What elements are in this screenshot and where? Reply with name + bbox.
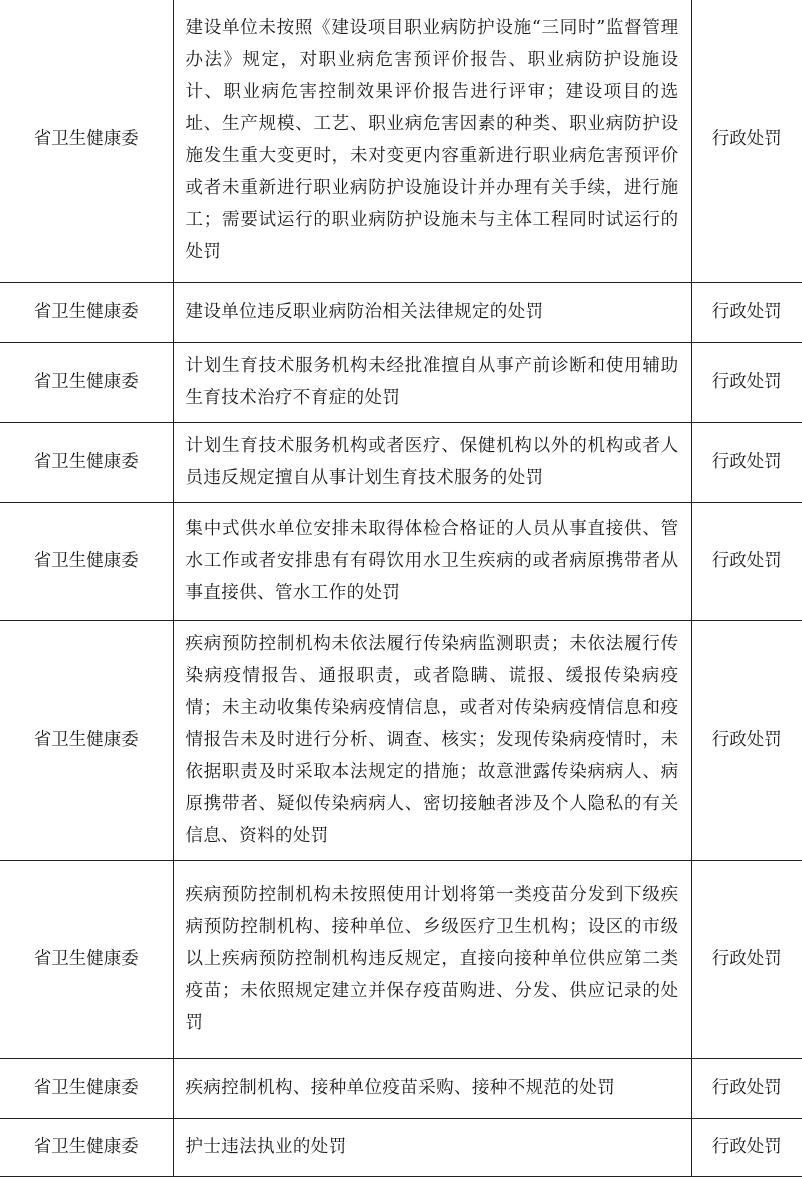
department-cell: 省卫生健康委 xyxy=(0,282,173,342)
type-cell: 行政处罚 xyxy=(691,1058,802,1118)
type-cell: 行政处罚 xyxy=(691,502,802,620)
type-cell: 行政处罚 xyxy=(691,1118,802,1176)
table-row xyxy=(0,282,802,342)
item-cell: 建设单位未按照《建设项目职业病防护设施“三同时”监督管理办法》规定，对职业病危害预评价报告、职业病防护设施设计、职业病危害控制效果评价报告进行评审；建设项目的选址、生产规模、工艺、职业病危害因素的种类、职业病防护设施发生重大变更时，未对变更内容重新进行职业病危害预评价或者未重新进行职业病防护设施设计并办理有关手续，进行施工；需要试运行的职业病防护设施未与主体工程同时试运行的处罚 xyxy=(173,0,691,282)
item-cell: 护士违法执业的处罚 xyxy=(173,1118,691,1176)
table-row xyxy=(0,860,802,1058)
department-cell: 省卫生健康委 xyxy=(0,860,173,1058)
type-cell: 行政处罚 xyxy=(691,860,802,1058)
department-cell: 省卫生健康委 xyxy=(0,620,173,860)
table-row xyxy=(0,0,802,282)
table-row xyxy=(0,342,802,422)
table-row xyxy=(0,620,802,860)
item-cell: 疾病预防控制机构未按照使用计划将第一类疫苗分发到下级疾病预防控制机构、接种单位、乡级医疗卫生机构；设区的市级以上疾病预防控制机构违反规定，直接向接种单位供应第二类疫苗；未依照规定建立并保存疫苗购进、分发、供应记录的处罚 xyxy=(173,860,691,1058)
department-cell: 省卫生健康委 xyxy=(0,0,173,282)
type-cell: 行政处罚 xyxy=(691,0,802,282)
item-cell: 疾病控制机构、接种单位疫苗采购、接种不规范的处罚 xyxy=(173,1058,691,1118)
item-cell: 计划生育技术服务机构或者医疗、保健机构以外的机构或者人员违反规定擅自从事计划生育技术服务的处罚 xyxy=(173,422,691,502)
type-cell: 行政处罚 xyxy=(691,282,802,342)
type-cell: 行政处罚 xyxy=(691,422,802,502)
department-cell: 省卫生健康委 xyxy=(0,502,173,620)
table-row xyxy=(0,502,802,620)
item-cell: 集中式供水单位安排未取得体检合格证的人员从事直接供、管水工作或者安排患有有碍饮用水卫生疾病的或者病原携带者从事直接供、管水工作的处罚 xyxy=(173,502,691,620)
table-row xyxy=(0,422,802,502)
department-cell: 省卫生健康委 xyxy=(0,422,173,502)
department-cell: 省卫生健康委 xyxy=(0,1118,173,1176)
type-cell: 行政处罚 xyxy=(691,620,802,860)
department-cell: 省卫生健康委 xyxy=(0,1058,173,1118)
table-row xyxy=(0,1058,802,1118)
item-cell: 疾病预防控制机构未依法履行传染病监测职责；未依法履行传染病疫情报告、通报职责，或者隐瞒、谎报、缓报传染病疫情；未主动收集传染病疫情信息，或者对传染病疫情信息和疫情报告未及时进行分析、调查、核实；发现传染病疫情时，未依据职责及时采取本法规定的措施；故意泄露传染病病人、病原携带者、疑似传染病病人、密切接触者涉及个人隐私的有关信息、资料的处罚 xyxy=(173,620,691,860)
item-cell: 计划生育技术服务机构未经批准擅自从事产前诊断和使用辅助生育技术治疗不育症的处罚 xyxy=(173,342,691,422)
item-cell: 建设单位违反职业病防治相关法律规定的处罚 xyxy=(173,282,691,342)
table-row xyxy=(0,1118,802,1176)
department-cell: 省卫生健康委 xyxy=(0,342,173,422)
type-cell: 行政处罚 xyxy=(691,342,802,422)
